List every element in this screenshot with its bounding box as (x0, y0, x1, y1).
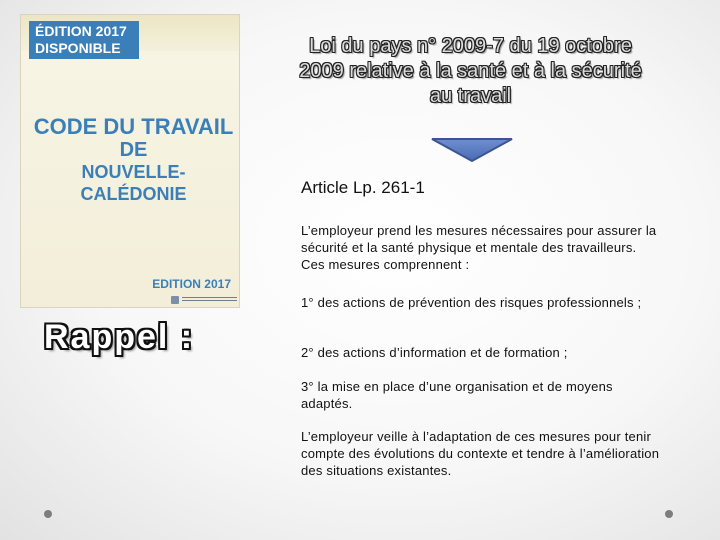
article-paragraph-intro: L’employeur prend les mesures nécessaires pour assurer la sécurité et la santé physique et mentale des travailleurs. Ces mesures comprennent : (301, 223, 657, 272)
article-item-3: 3° la mise en place d’une organisation et de moyens adaptés. (301, 379, 613, 411)
down-arrow-icon (430, 137, 514, 163)
cover-title-line-3: NOUVELLE-CALÉDONIE (80, 162, 187, 204)
cover-edition-badge (29, 21, 139, 59)
slide-corner-dot-left (44, 510, 52, 518)
cover-available-line: DISPONIBLE (35, 40, 121, 56)
logo-text-lines (182, 297, 237, 303)
article-paragraph-closing: L’employeur veille à l’adaptation de ces mesures pour tenir compte des évolutions du contexte et tendre à l’amélioration des situations existantes. (301, 429, 660, 478)
cover-title (31, 115, 236, 205)
rappel-label: Rappel : (44, 318, 195, 356)
logo-mark-icon (171, 296, 179, 304)
cover-government-logo (171, 295, 237, 305)
cover-edition-line: ÉDITION 2017 (35, 23, 127, 39)
cover-title-line-2: DE (119, 139, 148, 161)
slide-corner-dot-right (665, 510, 673, 518)
law-heading: Loi du pays n° 2009-7 du 19 octobre 2009 relative à la santé et à la sécurité au travail (299, 35, 642, 107)
cover-edition-footer: EDITION 2017 (152, 277, 231, 291)
cover-title-line-1: CODE DU TRAVAIL (33, 114, 234, 139)
article-item-1: 1° des actions de prévention des risques professionnels ; (301, 295, 642, 310)
article-item-2: 2° des actions d’information et de formation ; (301, 345, 568, 360)
article-title: Article Lp. 261-1 (301, 178, 425, 197)
book-cover (20, 14, 240, 308)
